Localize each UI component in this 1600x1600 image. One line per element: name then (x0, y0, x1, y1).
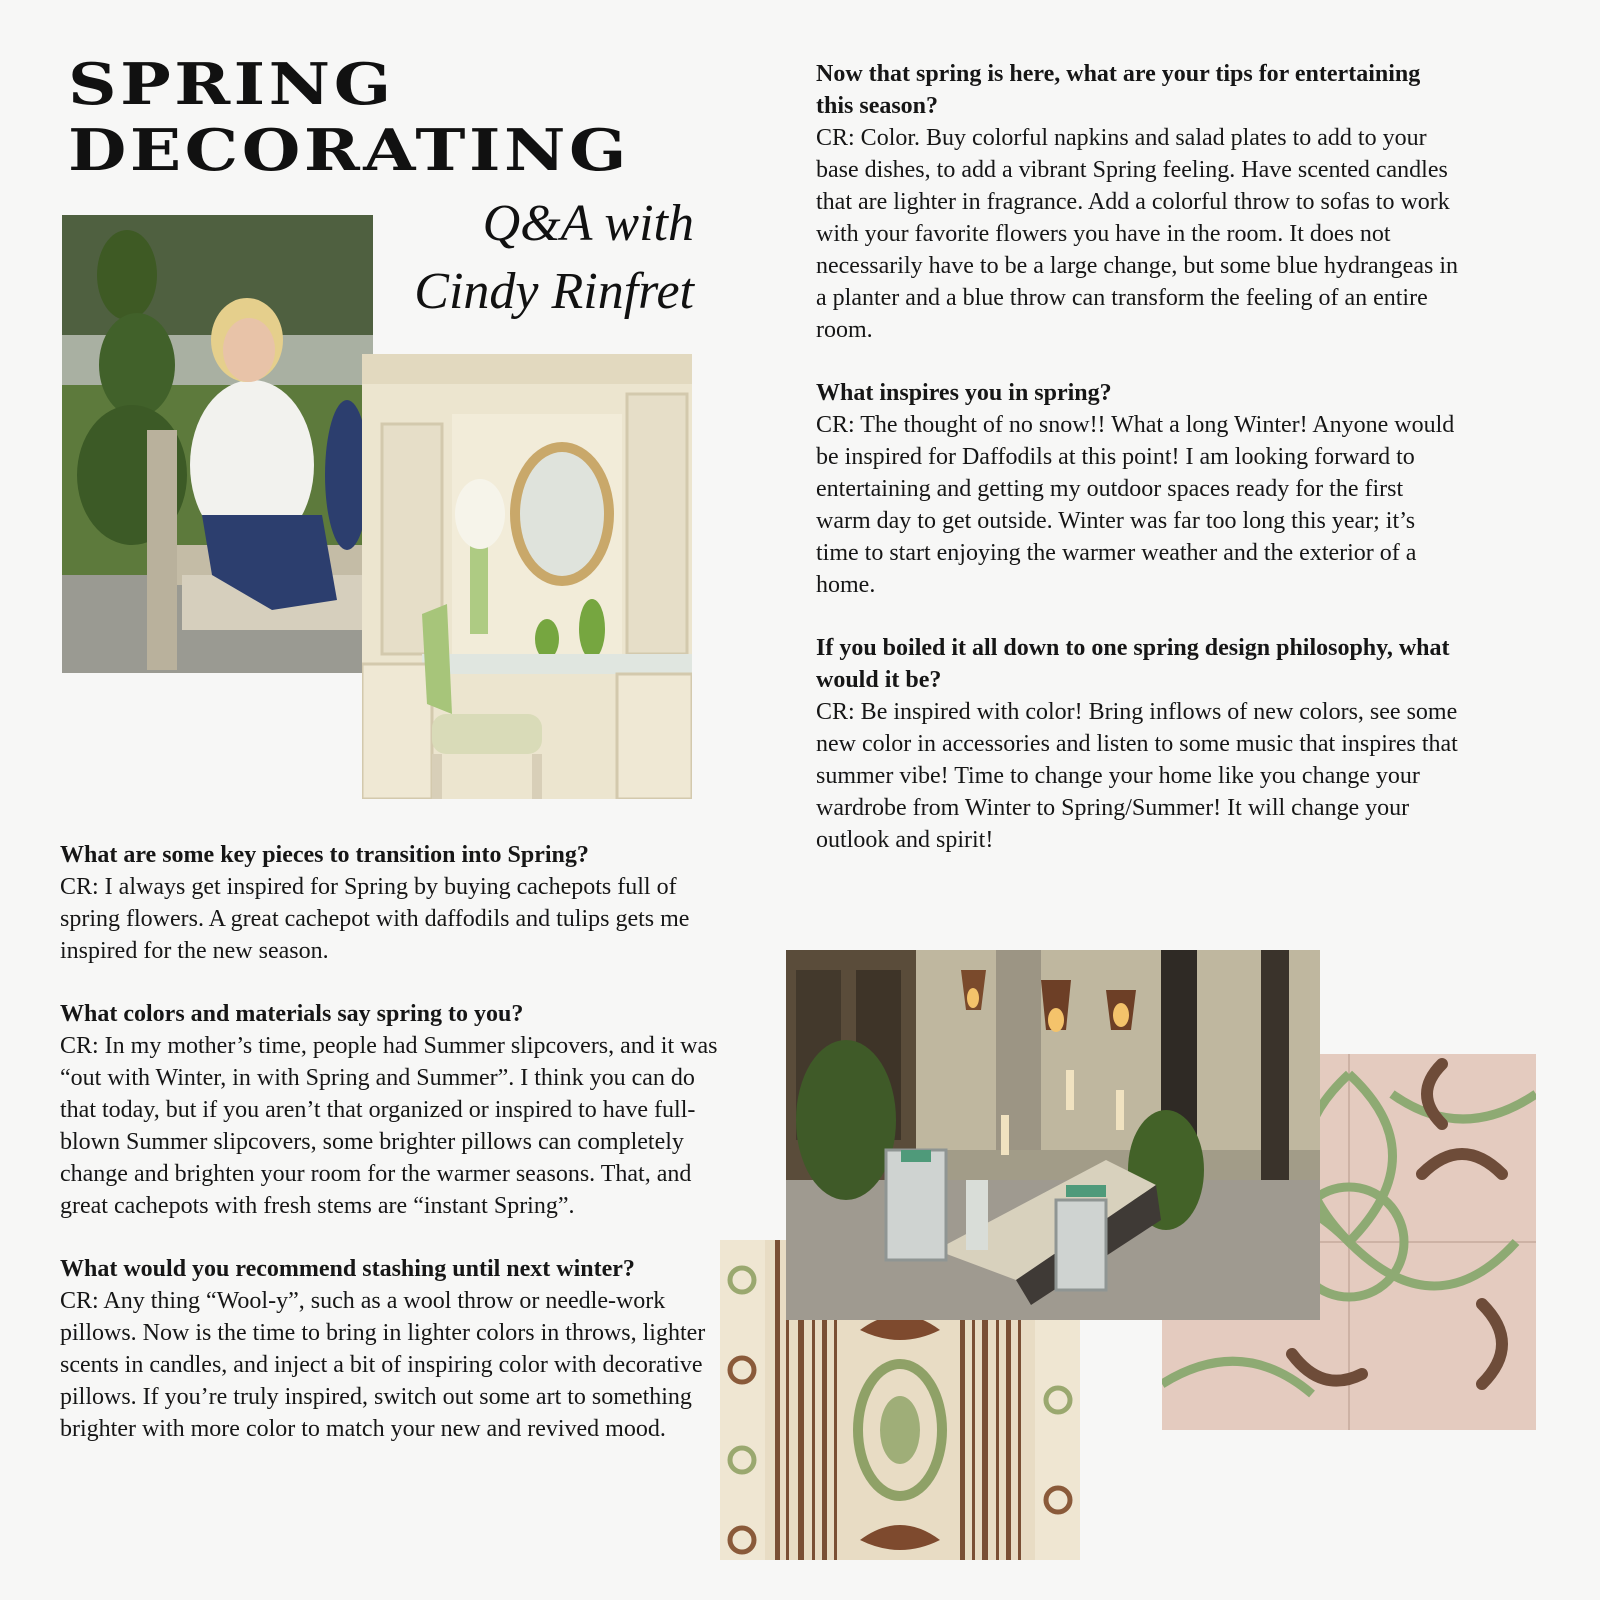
qa-question: What would you recommend stashing until next winter? (60, 1256, 635, 1282)
outdoor-dining-photo (786, 950, 1320, 1320)
subtitle-line-1: Q&A with (482, 195, 694, 252)
qa-question: Now that spring is here, what are your tips for entertaining this season? (816, 61, 1421, 119)
qa-answer: CR: I always get inspired for Spring by buying cachepots full of spring flowers. A great cachepot with daffodils and tulips gets me inspired for the new season. (60, 874, 690, 964)
qa-item (60, 998, 720, 1222)
qa-item (816, 58, 1462, 346)
qa-answer: CR: Color. Buy colorful napkins and salad plates to add to your base dishes, to add a vibrant Spring feeling. Have scented candles that are lighter in fragrance. Add a colorful throw to sofas to work with your favorite flowers you have in the room. It does not necessarily have to be a large change, but some blue hydrangeas in a planter and a blue throw can transform the feeling of an entire room. (816, 125, 1458, 343)
page-subtitle (382, 190, 694, 326)
qa-item (60, 1253, 720, 1445)
qa-question: What colors and materials say spring to you? (60, 1001, 524, 1027)
vanity-photo (362, 354, 692, 799)
qa-question: If you boiled it all down to one spring design philosophy, what would it be? (816, 635, 1450, 693)
qa-answer: CR: In my mother’s time, people had Summer slipcovers, and it was “out with Winter, in with Spring and Summer”. I think you can do that today, but if you aren’t that organized or inspired to have full-blown Summer slipcovers, some brighter pillows can completely change and brighten your room for the warmer seasons. That, and great cachepots with fresh stems are “instant Spring”. (60, 1033, 718, 1219)
qa-answer: CR: Any thing “Wool-y”, such as a wool throw or needle-work pillows. Now is the time to bring in lighter colors in throws, lighter scents in candles, and inject a bit of inspiring color with decorative pillows. If you’re truly inspired, switch out some art to something brighter with more color to match your new and revived mood. (60, 1288, 706, 1442)
qa-item (816, 632, 1462, 856)
qa-right-column (816, 58, 1462, 856)
qa-answer: CR: The thought of no snow!! What a long Winter! Anyone would be inspired for Daffodils at this point! I am looking forward to entertaining and getting my outdoor spaces ready for the first warm day to get outside. Winter was far too long this year; it’s time to start enjoying the warmer weather and the exterior of a home. (816, 412, 1455, 598)
qa-question: What are some key pieces to transition into Spring? (60, 842, 589, 868)
qa-item (60, 839, 720, 967)
title-line-2: DECORATING (68, 117, 630, 184)
qa-question: What inspires you in spring? (816, 380, 1112, 406)
subtitle-line-2: Cindy Rinfret (414, 263, 694, 320)
title-line-1: SPRING (68, 51, 395, 118)
qa-left-column (60, 839, 720, 1445)
qa-answer: CR: Be inspired with color! Bring inflows of new colors, see some new color in accessories and listen to some music that inspires that summer vibe! Time to change your home like you change your wardrobe from Winter to Spring/Summer! It will change your outlook and spirit! (816, 699, 1458, 853)
portrait-photo (62, 215, 373, 673)
qa-item (816, 377, 1462, 601)
page-title (68, 52, 630, 184)
